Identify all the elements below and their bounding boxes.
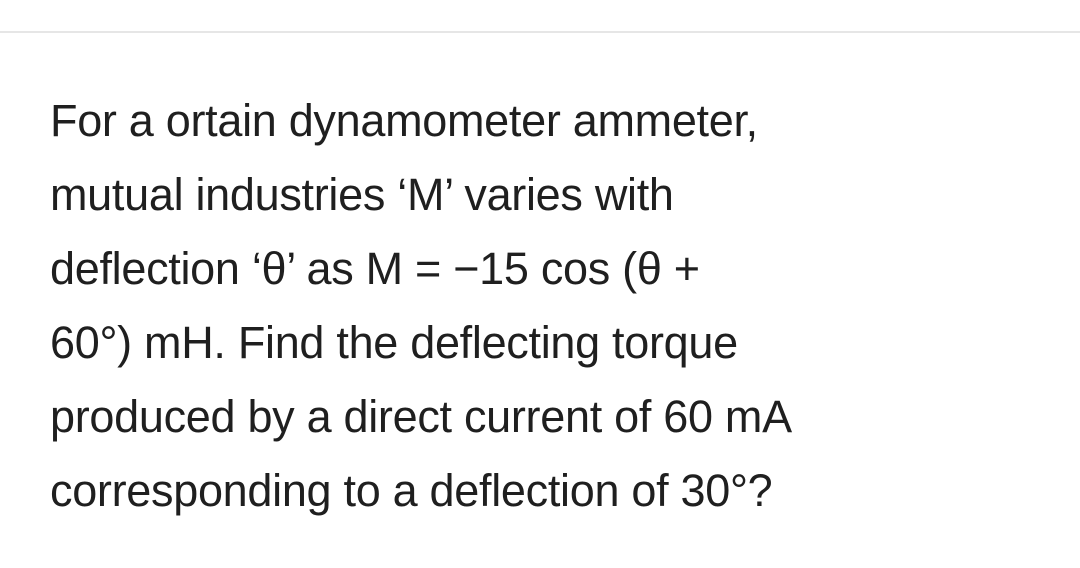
question-line: For a ortain dynamometer ammeter, [50, 95, 758, 146]
top-divider [0, 31, 1080, 33]
question-line: deflection ‘θ’ as M = −15 cos (θ + [50, 243, 700, 294]
question-line: mutual industries ‘M’ varies with [50, 169, 674, 220]
question-text [50, 84, 1050, 528]
question-line: 60°) mH. Find the deflecting torque [50, 317, 738, 368]
question-line: produced by a direct current of 60 mA [50, 391, 792, 442]
question-line: corresponding to a deflection of 30°? [50, 465, 773, 516]
